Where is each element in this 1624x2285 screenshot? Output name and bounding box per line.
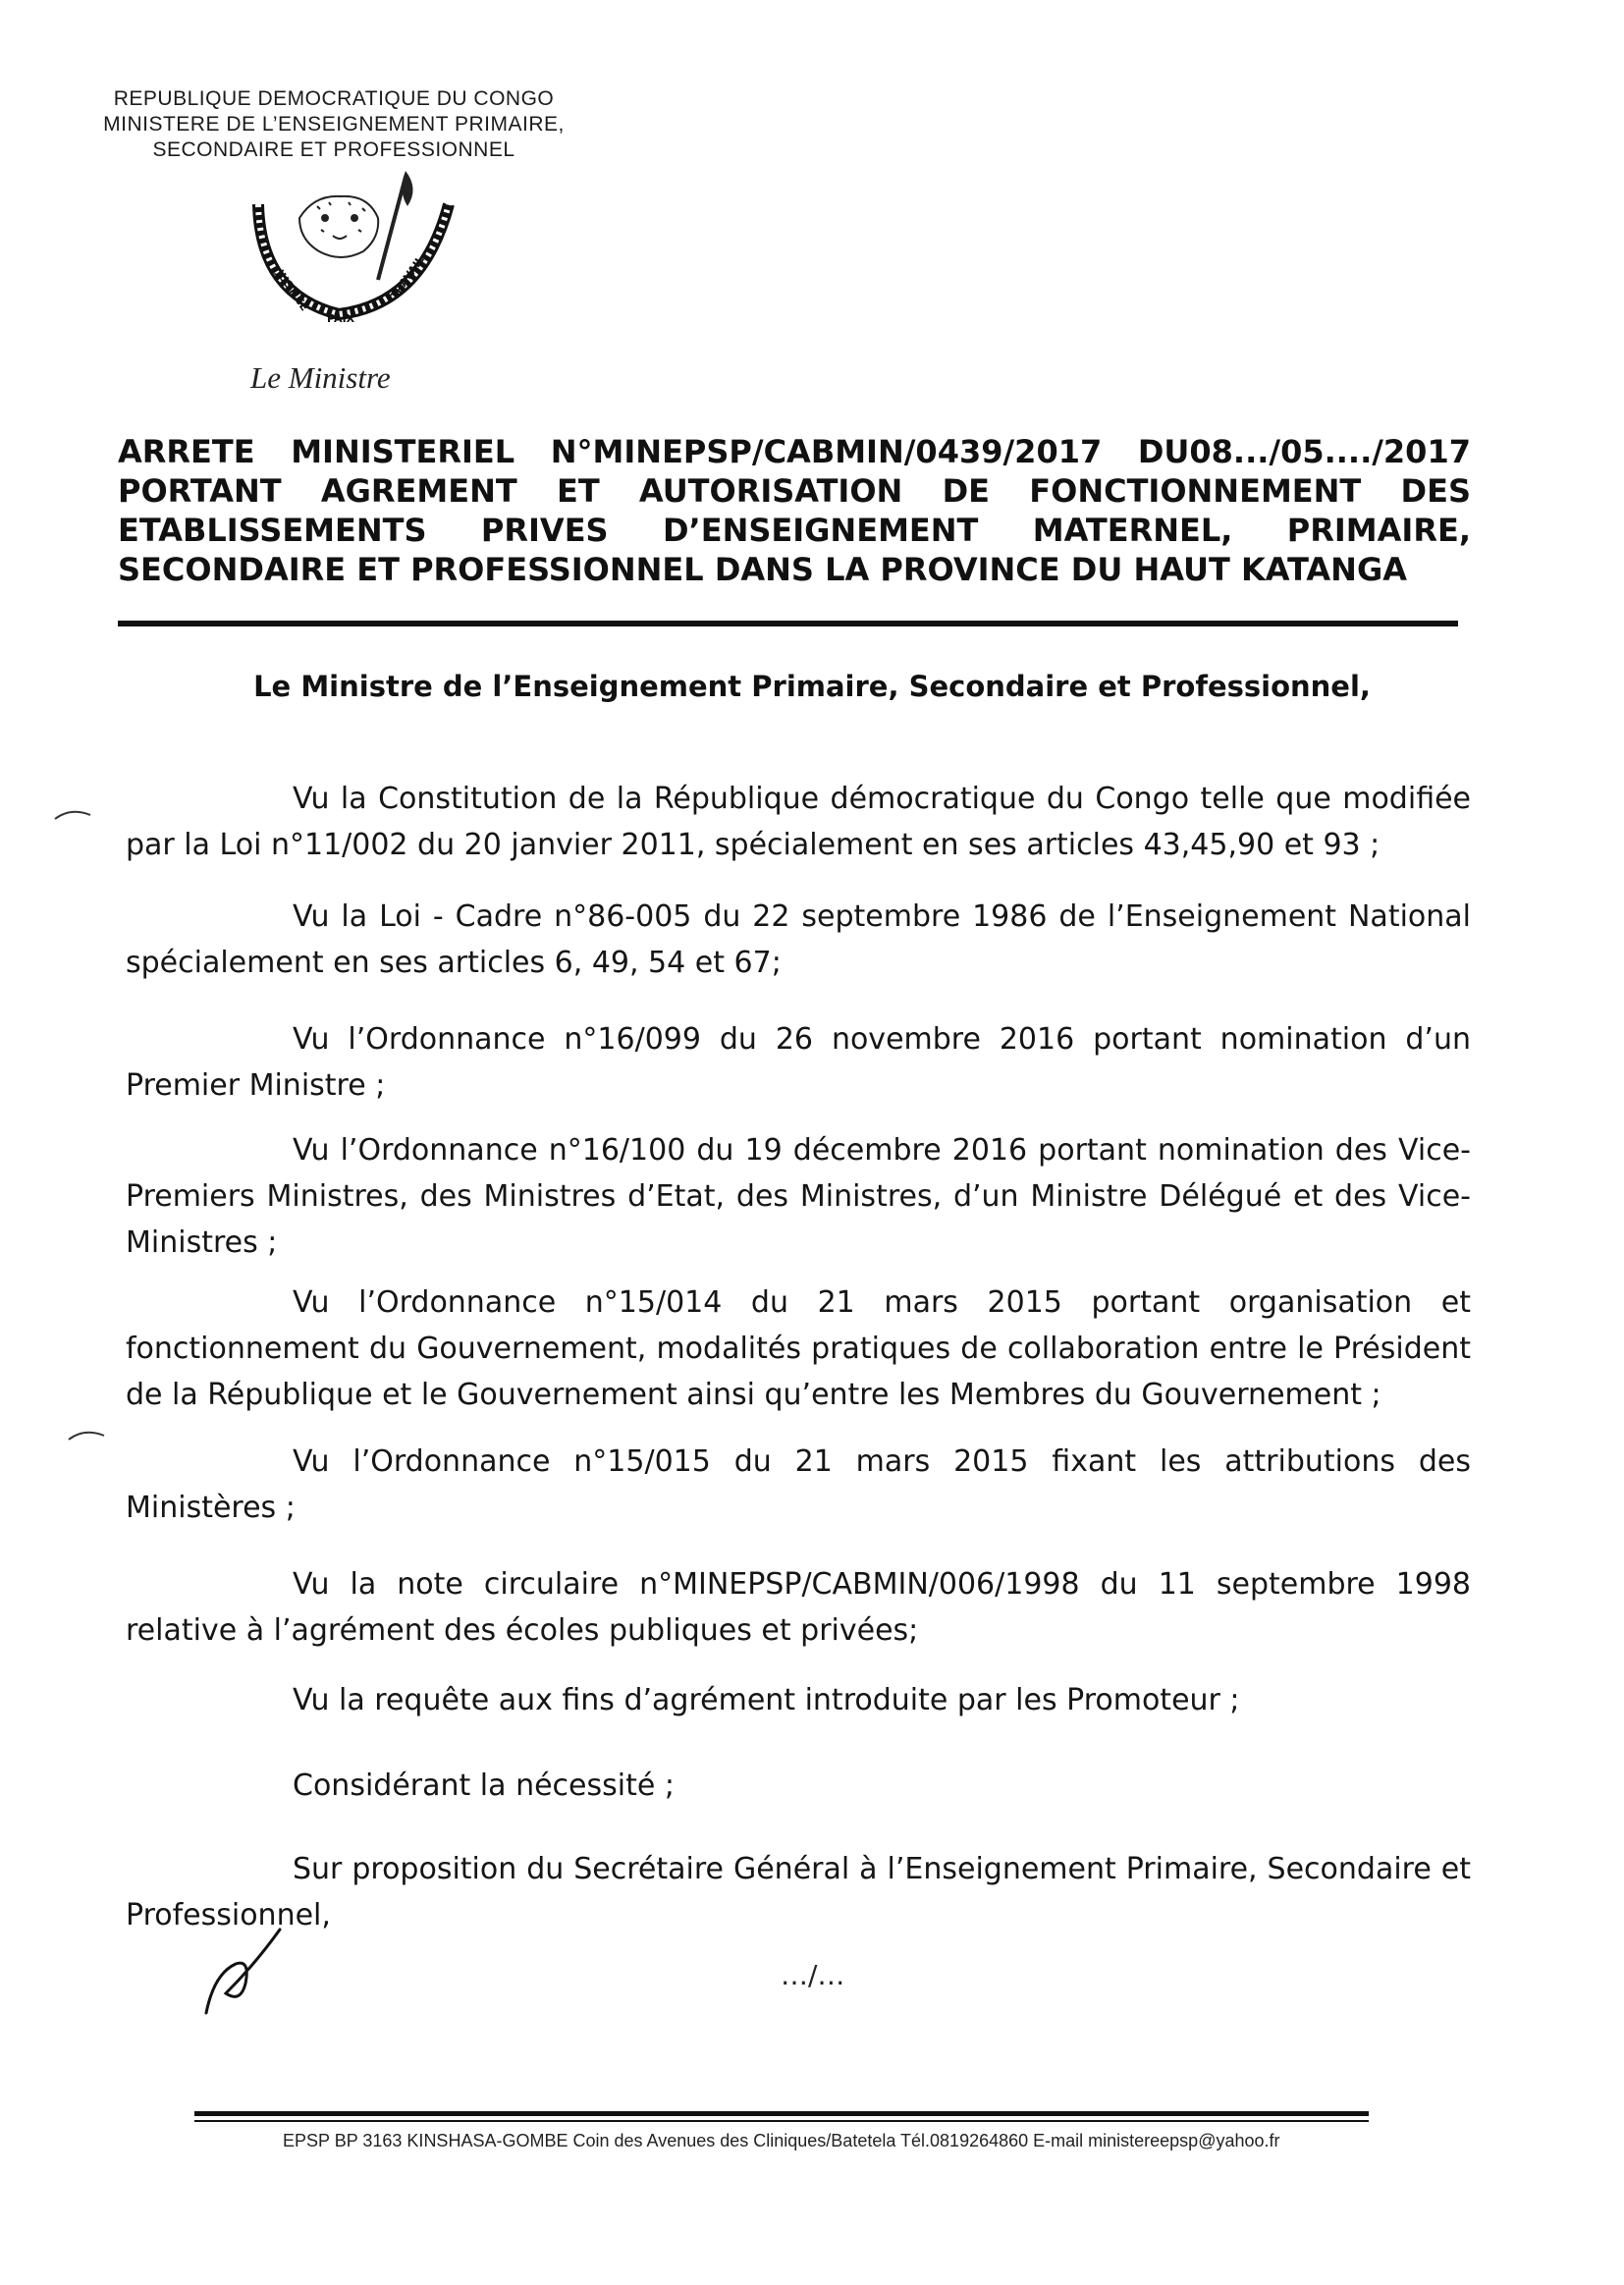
decree-title-line4 xyxy=(118,550,1471,589)
title-word: AUTORISATION xyxy=(638,472,903,510)
title-word: PRIMAIRE, xyxy=(1286,512,1471,549)
footer-address: EPSP BP 3163 KINSHASA-GOMBE Coin des Avenues des Cliniques/Batetela Tél.0819264860 E-mail ministereepsp@yahoo.fr xyxy=(283,2131,1280,2150)
title-word: DE xyxy=(942,472,990,510)
title-word: ET xyxy=(556,472,600,510)
decree-title-line2 xyxy=(118,471,1471,511)
ministry-name-line2: SECONDAIRE ET PROFESSIONNEL xyxy=(152,138,515,161)
title-word: FONCTIONNEMENT xyxy=(1029,472,1362,510)
title-word: ETABLISSEMENTS xyxy=(118,512,427,549)
title-underline xyxy=(118,621,1458,626)
decree-number: N°MINEPSP/CABMIN/0439/2017 xyxy=(550,433,1103,470)
footer-rule xyxy=(194,2111,1369,2116)
title-word: MINISTERIEL xyxy=(291,433,515,470)
motto-justice: JUSTICE xyxy=(273,267,311,314)
role-title: Le Ministre xyxy=(250,360,391,395)
decree-title-line3 xyxy=(118,511,1471,550)
motto-paix: PAIX xyxy=(327,312,355,325)
visa-paragraph: Vu la Loi - Cadre n°86-005 du 22 septembre 1986 de l’Enseignement National spécialement en ses articles 6, 49, 54 et 67; xyxy=(126,899,1471,980)
margin-mark xyxy=(51,805,94,823)
margin-mark xyxy=(65,1426,108,1443)
visa-paragraph: Vu la Constitution de la République démocratique du Congo telle que modifiée par la Loi n°11/002 du 20 janvier 2011, spécialement en ses articles 43,45,90 et 93 ; xyxy=(126,782,1471,862)
motto-travail: TRAVAIL xyxy=(387,253,427,302)
title-word: PORTANT xyxy=(118,472,282,510)
visa-paragraph: Considérant la nécessité ; xyxy=(293,1768,675,1803)
visa-paragraph: Vu l’Ordonnance n°16/100 du 19 décembre 2016 portant nomination des Vice-Premiers Ministres, des Ministres d’Etat, des Ministres, d’un Ministre Délégué et des Vice-Ministres ; xyxy=(126,1133,1471,1260)
visa-paragraph: Vu la note circulaire n°MINEPSP/CABMIN/006/1998 du 11 septembre 1998 relative à l’agrément des écoles publiques et privées; xyxy=(126,1567,1471,1648)
title-word: AGREMENT xyxy=(320,472,517,510)
title-word: D’ENSEIGNEMENT xyxy=(662,512,979,549)
footer-rule-thin xyxy=(194,2120,1369,2122)
decree-date: DU08.../05..../2017 xyxy=(1137,433,1471,470)
handwritten-initial xyxy=(196,1925,285,2018)
visa-paragraph: Vu la requête aux fins d’agrément introduite par les Promoteur ; xyxy=(293,1683,1240,1717)
title-word: PRIVES xyxy=(480,512,609,549)
visa-paragraph: Vu l’Ordonnance n°15/015 du 21 mars 2015 fixant les attributions des Ministères ; xyxy=(126,1444,1471,1525)
country-name: REPUBLIQUE DEMOCRATIQUE DU CONGO xyxy=(113,87,555,110)
title-word: ARRETE xyxy=(118,433,255,470)
title-word: DES xyxy=(1400,472,1471,510)
visa-paragraph: Sur proposition du Secrétaire Général à l’Enseignement Primaire, Secondaire et Professionnel, xyxy=(126,1852,1471,1932)
title-line4-text: SECONDAIRE ET PROFESSIONNEL DANS LA PROVINCE DU HAUT KATANGA xyxy=(118,551,1407,588)
decree-title-line1 xyxy=(118,432,1471,471)
ministry-name-line1: MINISTERE DE L’ENSEIGNEMENT PRIMAIRE, xyxy=(103,113,565,136)
minister-intro: Le Ministre de l’Enseignement Primaire, Secondaire et Professionnel, xyxy=(253,670,1371,703)
continued-mark: …/… xyxy=(781,1959,845,1991)
coat-of-arms-emblem xyxy=(231,167,476,339)
title-word: MATERNEL, xyxy=(1032,512,1233,549)
visa-paragraph: Vu l’Ordonnance n°16/099 du 26 novembre 2016 portant nomination d’un Premier Ministre ; xyxy=(126,1022,1471,1103)
visa-paragraph: Vu l’Ordonnance n°15/014 du 21 mars 2015 portant organisation et fonctionnement du Gouvernement, modalités pratiques de collaboration entre le Président de la République et le Gouvernement ainsi qu’entre les Membres du Gouvernement ; xyxy=(126,1285,1471,1412)
